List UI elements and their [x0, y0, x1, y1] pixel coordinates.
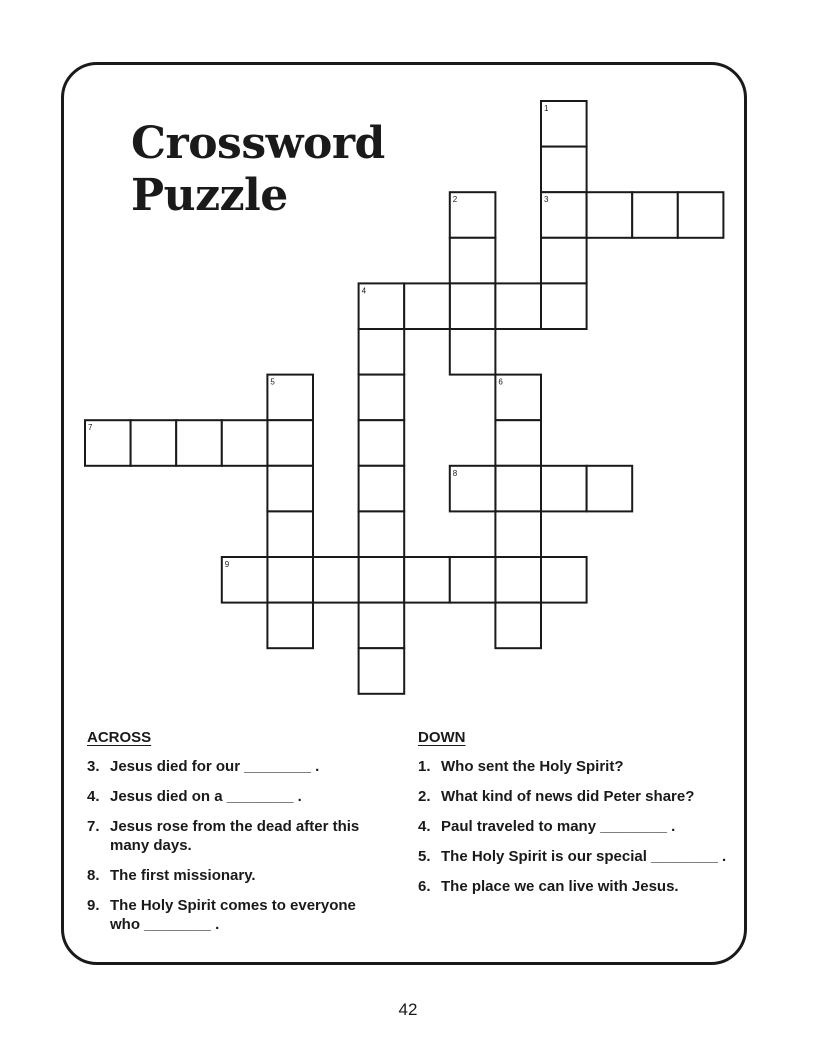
grid-cell[interactable] [404, 283, 450, 329]
cell-number-label: 6 [498, 377, 503, 387]
clue-text: The first missionary. [110, 867, 256, 884]
cell-number-label: 9 [224, 560, 230, 569]
clue-number: 3. [87, 758, 100, 775]
grid-cell[interactable] [222, 420, 268, 466]
grid-cell[interactable] [678, 192, 724, 238]
grid-cell[interactable] [359, 603, 405, 649]
clue-text: What kind of news did Peter share? [441, 788, 695, 805]
grid-cell[interactable] [450, 238, 496, 284]
down-heading: DOWN [418, 729, 466, 746]
down-clues [418, 729, 738, 907]
grid-cell[interactable] [131, 420, 177, 466]
cell-number-label: 2 [452, 195, 458, 205]
grid-cell[interactable] [632, 192, 678, 238]
clue-number: 1. [418, 758, 431, 775]
clue-number: 9. [87, 897, 100, 914]
title-line-1: Crossword [131, 118, 385, 169]
cell-number-label: 4 [361, 286, 367, 296]
page-number: 42 [398, 1000, 418, 1019]
clue-text: Jesus died for our ________ . [110, 758, 320, 775]
clue-down-6 [418, 877, 738, 896]
clue-down-2 [418, 787, 738, 806]
grid-cell[interactable] [450, 329, 496, 375]
grid-cell[interactable] [359, 329, 405, 375]
grid-cell[interactable] [359, 648, 405, 694]
grid-cell[interactable] [495, 466, 541, 512]
grid-cell[interactable] [495, 603, 541, 649]
clue-across-3 [87, 757, 387, 776]
grid-cell[interactable] [495, 420, 541, 466]
clue-across-9 [87, 896, 387, 934]
clue-number: 5. [418, 848, 431, 865]
grid-cell[interactable] [267, 466, 313, 512]
clue-text: Paul traveled to many ________ . [441, 818, 676, 835]
cell-number-label: 5 [270, 377, 275, 387]
grid-cell[interactable] [541, 557, 587, 603]
grid-cell[interactable] [541, 238, 587, 284]
grid-cell[interactable] [267, 420, 313, 466]
clue-across-8 [87, 866, 387, 885]
across-heading: ACROSS [87, 729, 152, 746]
clue-text: The place we can live with Jesus. [441, 878, 679, 895]
cell-number-label: 8 [452, 468, 458, 478]
grid-cell[interactable] [450, 283, 496, 329]
clue-number: 8. [87, 867, 100, 884]
grid-cell[interactable] [267, 557, 313, 603]
grid-cell[interactable] [267, 511, 313, 557]
clue-number: 4. [418, 818, 431, 835]
grid-cell[interactable] [450, 557, 496, 603]
clue-across-7 [87, 817, 387, 855]
grid-cell[interactable] [587, 466, 633, 512]
grid-cell[interactable] [176, 420, 222, 466]
cell-number-label: 1 [544, 104, 549, 113]
clue-down-5 [418, 847, 738, 866]
clue-number: 6. [418, 878, 431, 895]
grid-cell[interactable] [495, 511, 541, 557]
grid-cell[interactable] [404, 557, 450, 603]
title-line-2: Puzzle [131, 170, 288, 221]
across-clues [87, 729, 387, 945]
clue-across-4 [87, 787, 387, 806]
grid-cell[interactable] [359, 375, 405, 421]
clue-number: 4. [87, 788, 100, 805]
grid-cell[interactable] [359, 466, 405, 512]
grid-cell[interactable] [541, 283, 587, 329]
grid-cell[interactable] [541, 466, 587, 512]
clue-text: The Holy Spirit comes to everyone who ________ . [110, 897, 356, 933]
clue-text: Jesus rose from the dead after this many days. [110, 818, 360, 854]
clue-text: The Holy Spirit is our special ________ . [441, 848, 727, 865]
grid-cell[interactable] [267, 603, 313, 649]
clue-text: Jesus died on a ________ . [110, 788, 302, 805]
clue-number: 2. [418, 788, 431, 805]
grid-cell[interactable] [541, 147, 587, 193]
grid-cell[interactable] [359, 557, 405, 603]
clue-number: 7. [87, 818, 100, 835]
grid-cell[interactable] [495, 283, 541, 329]
grid-cell[interactable] [359, 420, 405, 466]
clue-down-4 [418, 817, 738, 836]
clue-text: Who sent the Holy Spirit? [441, 758, 624, 775]
grid-cell[interactable] [587, 192, 633, 238]
clue-down-1 [418, 757, 738, 776]
cell-number-label: 3 [544, 195, 549, 205]
grid-cell[interactable] [495, 557, 541, 603]
grid-cell[interactable] [313, 557, 359, 603]
cell-number-label: 7 [88, 423, 93, 433]
grid-cell[interactable] [359, 511, 405, 557]
